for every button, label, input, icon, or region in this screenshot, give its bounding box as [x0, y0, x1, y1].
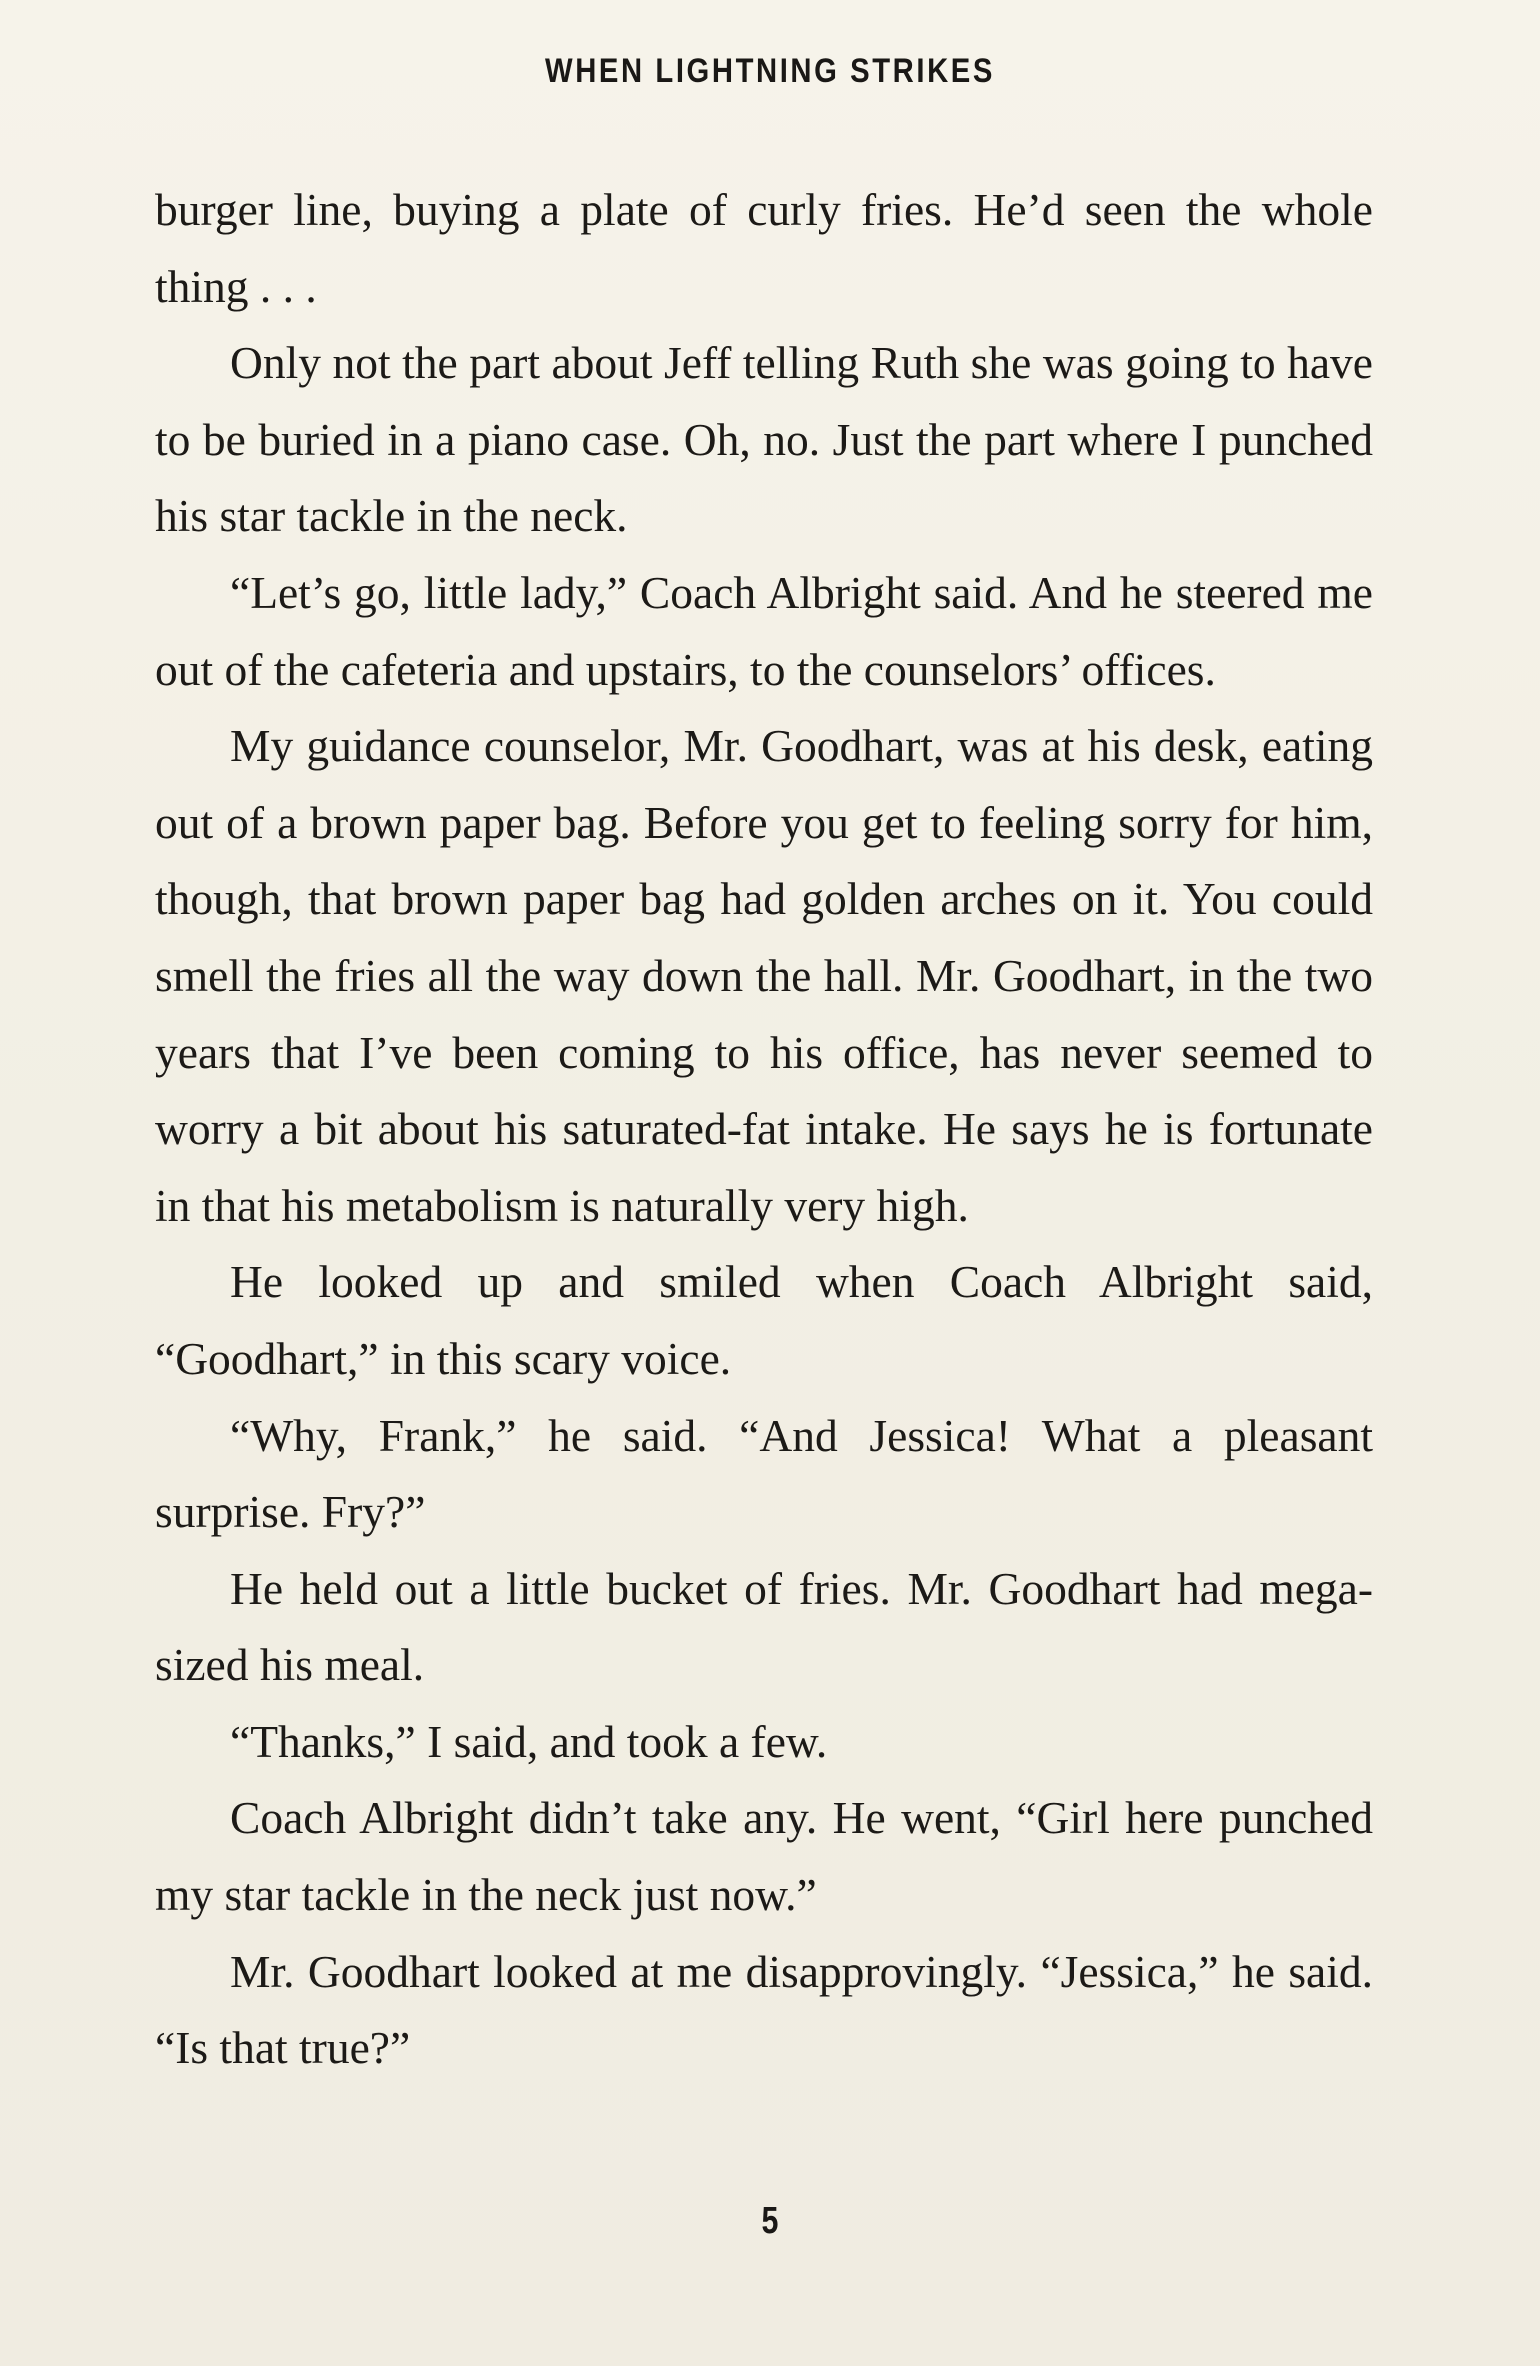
- paragraph-2: Only not the part about Jeff telling Ruth she was going to have to be buried in a piano case. Oh, no. Just the part where I punched his star tackle in the neck.: [155, 337, 1373, 542]
- paragraph-10: Mr. Goodhart looked at me disapprovingly. “Jessica,” he said. “Is that true?”: [155, 1945, 1373, 2074]
- paragraph-6: “Why, Frank,” he said. “And Jessica! What a pleasant surprise. Fry?”: [155, 1409, 1373, 1538]
- paragraph-1: burger line, buying a plate of curly fries. He’d seen the whole thing . . .: [155, 184, 1373, 312]
- paragraph-5: He looked up and smiled when Coach Albright said, “Goodhart,” in this scary voice.: [155, 1256, 1373, 1384]
- paragraph-4: My guidance counselor, Mr. Goodhart, was at his desk, eating out of a brown paper bag. Before you get to feeling sorry for him, though, that brown paper bag had golden arches on it. You could smell the fries all the way down the hall. Mr. Goodhart, in the two years that I’ve been coming to his office, has never seemed to worry a bit about his saturated-fat intake. He says he is fortunate in that his metabolism is naturally very high.: [155, 720, 1373, 1231]
- paragraph-9: Coach Albright didn’t take any. He went, “Girl here punched my star tackle in the neck just now.”: [155, 1792, 1373, 1921]
- paragraph-3: “Let’s go, little lady,” Coach Albright said. And he steered me out of the cafeteria and upstairs, to the counselors’ offices.: [155, 566, 1373, 695]
- running-head: WHEN LIGHTNING STRIKES: [545, 52, 995, 90]
- page-number: 5: [761, 2200, 779, 2242]
- body-text: [155, 172, 1373, 2087]
- paragraph-7: He held out a little bucket of fries. Mr. Goodhart had mega-sized his meal.: [155, 1562, 1373, 1691]
- paragraph-8: “Thanks,” I said, and took a few.: [230, 1715, 828, 1767]
